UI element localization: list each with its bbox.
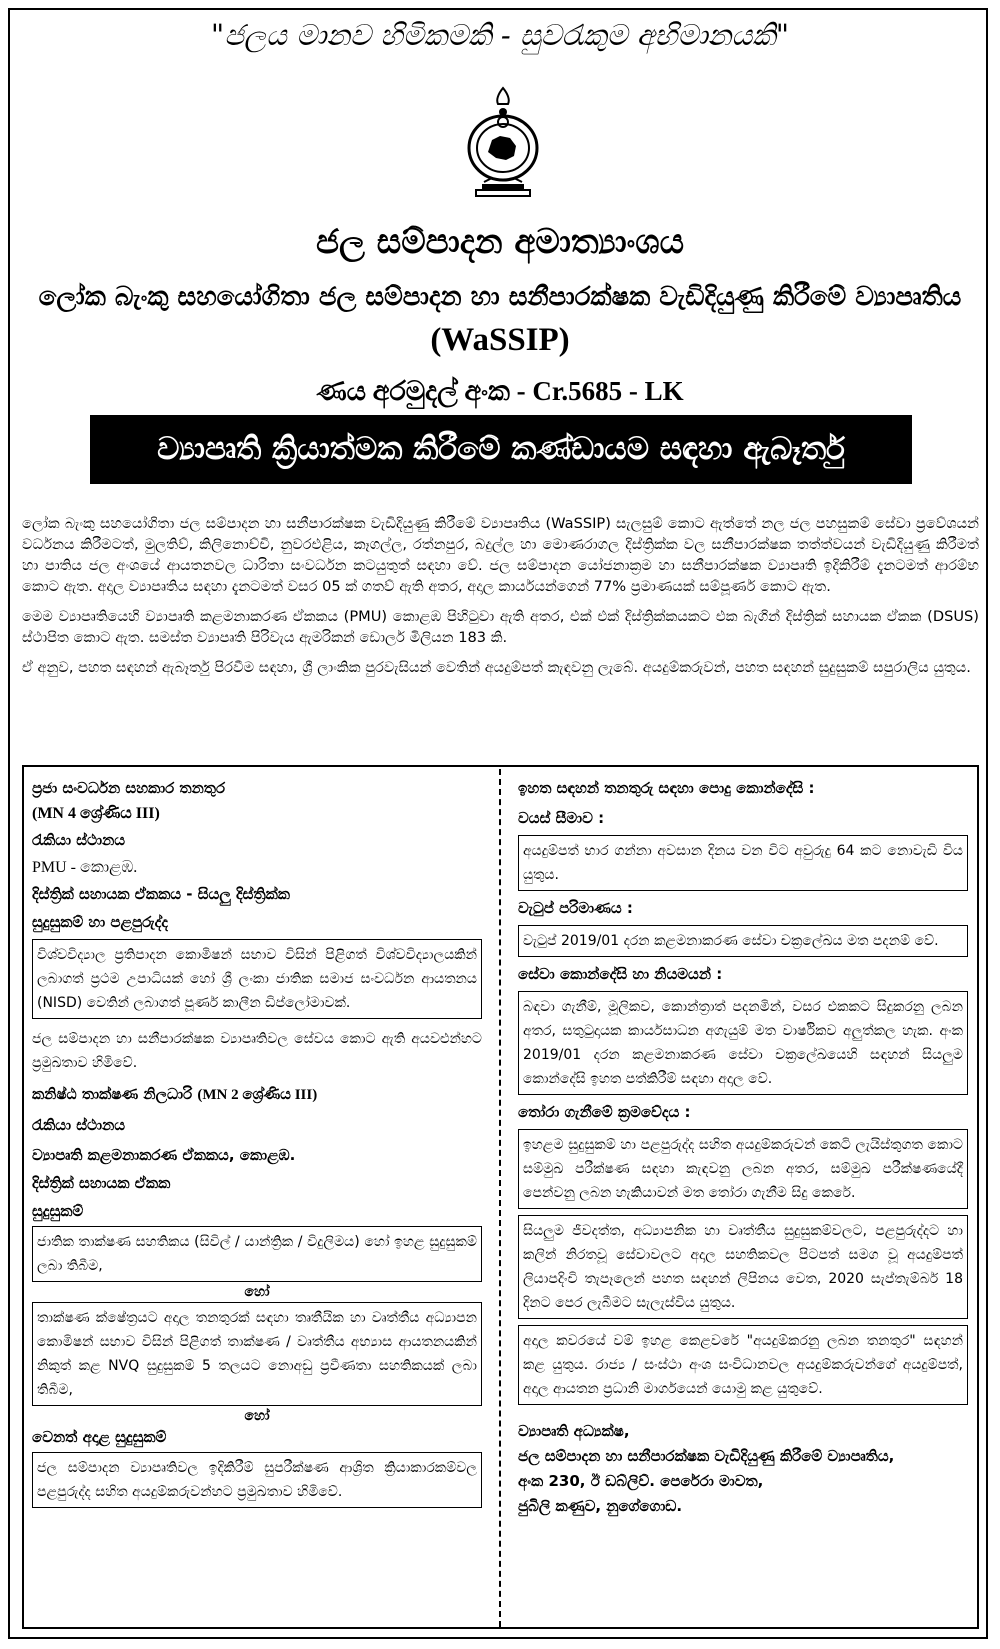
selection-box-1 bbox=[518, 1129, 968, 1209]
post2-title-text: කනිෂ්ඨ තාක්ෂණ නිලධාරි bbox=[32, 1085, 193, 1103]
post1-qualification bbox=[32, 939, 482, 1019]
age-limit-label: වයස් සීමාව : bbox=[518, 809, 605, 827]
terms-text: බඳවා ගැනීම්, මූලිකව, කොන්ත්‍රාත් පදනමින්, වසර එකකට සිදුකරනු ලබන අතර, සතුටුදායක කාර්යසාධන අගැයුම් මත වාර්ෂිකව අලුත්කල හැක. අංක 2019/01 දරන කළමනාකරණ සේවා චක්‍රලේඛයෙහි සඳහන් සියලුම කොන්දේසි ඉහත පත්කිරීම් සඳහා අදාල වේ. bbox=[523, 999, 963, 1087]
selection-text-2: සියලුම ජීවදත්ත, අධ්‍යාපනික හා වෘත්තීය සුදුසුකම්වලට, පළපුරුද්දට හා කලින් නිරතවූ සේවාවලට අදාල සහතිකවල පිටපත් සමග වූ අයදුම්පත් ලියාපදිංචි තැපෑලෙන් පහත සඳහන් ලිපිනය වෙත, 2020 සැප්තැම්බර් 18 දිනට පෙර ලැබීමට සැලැස්විය යුතුය. bbox=[523, 1223, 963, 1311]
post2-qual-label: සුදුසුකම් bbox=[32, 1202, 84, 1220]
intro-paragraph-1: ලෝක බැංකු සහයෝගිතා ජල සම්පාදන හා සනීපාරක්ෂක වැඩිදියුණු කිරීමේ ව්‍යාපෘතිය (WaSSIP) සැලසුම් කොට ඇත්තේ නල ජල පහසුකම් සේවා ප්‍රවේශයන් වර්ධනය කිරීමටත්, මුලතිව්, කිලිනොච්චි, නුවරඑළිය, කෑගල්ල, රත්නපුර, බදුල්ල හා මොණරාගල දිස්ත්‍රික්ක වල සනීපාරක්ෂක තත්ත්වයන් වැඩිදියුණු කිරීමත් හා පාතිය ජල අංශයේ ආයතනවල ධාරිතා සංවර්ධන කටයුතුත් සඳහා වේ. ජල සම්පාදන යෝජනාක්‍රම හා සනීපාරක්ෂක ව්‍යාපෘති ඉදිකිරීම් දැනටමත් ආරම්භ කොට ඇත. අදාල ව්‍යාපෘතිය සඳහා දැනටමත් වසර 05 ක් ගතව් ඇති අතර, අදාල කාර්යයන්ගෙන් 77% ප්‍රමාණයක් සම්පූර්ණ කොට ඇත. bbox=[22, 515, 979, 595]
selection-text-1: ඉහළම සුදුසුකම් හා පළපුරුද්ද සහිත අයදුම්කරුවන් කෙටි ලැයිස්තුගත කොට සම්මුඛ පරීක්ෂණ සඳහා කැඳවනු ලබන අතර, සම්මුඛ පරීක්ෂණයේදී පෙන්වනු ලබන හැකියාවන් මත තෝරා ගැනීම සිදු කෙරේ. bbox=[523, 1137, 963, 1201]
post2-qualification-1-text: ජාතික තාක්ෂණ සහතිකය (සිවිල් / යාන්ත්‍රික / විදුලිමය) හෝ ඉහළ සුදුසුකම් ලබා තිබීම, bbox=[37, 1234, 477, 1274]
salary-scale-text: වැටුප් 2019/01 දරන කළමනාකරණ සේවා චක්‍රලේඛය මත පදනම් වේ. bbox=[523, 933, 939, 949]
selection-text-3: අදාල කවරයේ වම් ඉහළ කෙළවරේ "අයදුම්කරනු ලබන තනතුර" සඳහන් කළ යුතුය. රාජ්‍ය / සංස්ථා අංශ සංවිධානවල අයදුම්කරුවන්ගේ අයදුම්පත්, අදාල ආයතන ප්‍රධානි මාර්ගයෙන් යොමු කළ යුතුවේ. bbox=[523, 1333, 963, 1397]
left-column bbox=[32, 775, 482, 1508]
project-abbreviation: (WaSSIP) bbox=[430, 322, 570, 358]
post2-station-1: ව්‍යාපෘති කළමනාකරණ ඒකකය, කොළඹ. bbox=[32, 1146, 296, 1164]
selection-box-3 bbox=[518, 1325, 968, 1405]
post1-qual-label: සුදුසුකම් හා පළපුරුද්ද bbox=[32, 913, 168, 931]
ministry-title: ජල සම්පාදන අමාත්‍යාංශය bbox=[315, 222, 685, 262]
post1-station-label: රැකියා ස්ථානය bbox=[32, 831, 126, 849]
intro-section bbox=[22, 513, 979, 687]
vacancies-banner: ව්‍යාපෘති ක්‍රියාත්මක කිරීමේ කණ්ඩායම සඳහා ඇබෑර්තු bbox=[90, 415, 912, 484]
intro-paragraph-3: ඒ අනුව, පහත සඳහන් ඇබෑර්තු පිරවීම සඳහා, ශ්‍රී ලාංකික පුරවැසියන් වෙතින් අයදුම්පත් කැඳවනු ලැබේ. අයදුම්කරුවන්, පහත සඳහන් සුදුසුකම් සපුරාලිය යුතුය. bbox=[22, 659, 971, 676]
general-conditions-title: ඉහත සඳහන් තනතුරු සඳහා පොදු කොන්දේසි : bbox=[518, 779, 815, 797]
intro-paragraph-2: මෙම ව්‍යාපෘතියෙහි ව්‍යාපෘති කළමනාකරණ ඒකකය (PMU) කොළඹ පිහිටුවා ඇති අතර, එක් එක් දිස්ත්‍රික්කයකට එක බැගින් දිස්ත්‍රික් සහායක ඒකක (DSUS) ස්ථාපිත කොට ඇත. සමස්ත ව්‍යාපෘති පිරිවැය ඇමරිකන් ඩොලර් මිලියන 183 කි. bbox=[22, 608, 979, 646]
column-divider bbox=[499, 769, 501, 1627]
or-separator-2: හෝ bbox=[244, 1408, 270, 1424]
post2-station-label: රැකියා ස්ථානය bbox=[32, 1116, 126, 1134]
signature-line-3: අංක 230, ඊ ඩබ්ලිව්. පෙරේරා මාවත, bbox=[518, 1472, 764, 1490]
post2-station-2: දිස්ත්‍රික් සහායක ඒකක bbox=[32, 1174, 171, 1192]
post1-grade: (MN 4 ශ්‍රේණිය III) bbox=[32, 805, 160, 822]
salary-scale-label: වැටුප් පරිමාණය : bbox=[518, 899, 633, 917]
vacancy-details-box bbox=[22, 765, 979, 1629]
post2-qualification-2 bbox=[32, 1302, 482, 1406]
post2-title bbox=[32, 1083, 482, 1106]
post2-other-qual-label: වෙනත් අදාළ සුදුසුකම් bbox=[32, 1428, 167, 1446]
signature-line-2: ජල සම්පාදන හා සනීපාරක්ෂක වැඩිදියුණු කිරීමේ ව්‍යාපෘතිය, bbox=[518, 1447, 895, 1465]
signature-block bbox=[518, 1419, 968, 1519]
or-separator-1: හෝ bbox=[244, 1284, 270, 1300]
credit-number: ණය අරමුදල් අංක - Cr.5685 - LK bbox=[316, 376, 684, 406]
post1-qualification-text: විශ්වවිද්‍යාල ප්‍රතිපාදන කොමිෂන් සභාව විසින් පිළිගත් විශ්වවිද්‍යාලයකින් ලබාගත් ප්‍රථම උපාධියක් හෝ ශ්‍රී ලංකා ජාතික සමාජ සංවර්ධන ආයතනය (NISD) වෙතින් ලබාගත් පූර්ණ කාලීන ඩිප්ලෝමාවක්. bbox=[37, 947, 477, 1011]
signature-line-4: ජුබිලි කණුව, නුගේගොඩ. bbox=[518, 1497, 683, 1515]
post1-station-2: දිස්ත්‍රික් සහායක ඒකකය - සියලු දිස්ත්‍රික්ක bbox=[32, 885, 290, 903]
post1-station-1: PMU - කොළඹ. bbox=[32, 859, 138, 876]
age-limit-box bbox=[518, 835, 968, 891]
post2-qualification-1 bbox=[32, 1226, 482, 1282]
post2-grade: (MN 2 ශ්‍රේණිය III) bbox=[197, 1087, 318, 1103]
slogan: "ජලය මානව හිමිකමකි - සුවරැකුම අභිමානයකි" bbox=[210, 18, 790, 52]
salary-scale-box bbox=[518, 925, 968, 957]
post2-other-qualification-text: ජල සම්පාදන ව්‍යාපෘතිවල ඉදිකිරීම් සුපරීක්ෂණ ආශ්‍රිත ක්‍රියාකාරකම්වල පළපුරුද්ද සහිත අයදුම්කරුවන්හට ප්‍රමුඛතාව හිමිවේ. bbox=[37, 1460, 477, 1500]
selection-label: තෝරා ගැනීමේ ක්‍රමවේදය : bbox=[518, 1103, 691, 1121]
terms-label: සේවා කොන්දේසි හා නියමයන් : bbox=[518, 965, 723, 983]
terms-box bbox=[518, 991, 968, 1095]
national-emblem-icon bbox=[462, 86, 544, 204]
post2-other-qualification bbox=[32, 1452, 482, 1508]
selection-box-2 bbox=[518, 1215, 968, 1319]
post2-qualification-2-text: තාක්ෂණ ක්ෂේත්‍රයට අදාල තනතුරක් සඳහා තෘතීයික හා වෘත්තීය අධ්‍යාපන කොමිෂන් සභාව විසින් පිළිගත් තාක්ෂණ / වෘත්තීය අභ්‍යාස ආයතනයකින් නිකුත් කළ NVQ සුදුසුකම් 5 තලයට නොඅඩු ප්‍රවීණතා සහතිකයක් ලබා තිබීම, bbox=[37, 1310, 477, 1398]
signature-line-1: ව්‍යාපෘති අධ්‍යක්ෂ, bbox=[518, 1422, 630, 1440]
right-column bbox=[518, 775, 968, 1519]
post1-title: ප්‍රජා සංවර්ධන සහකාර තනතුර bbox=[32, 779, 226, 797]
post1-experience: ජල සම්පාදන හා සනීපාරක්ෂක ව්‍යාපෘතිවල සේවය කොට ඇති අයවළුන්හට ප්‍රමුඛතාව හිමිවේ. bbox=[32, 1031, 482, 1071]
age-limit-text: අයදුම්පත් භාර ගන්නා අවසාන දිනය වන විට අවුරුදු 64 කට නොවැඩි විය යුතුය. bbox=[523, 843, 963, 883]
project-title: ලෝක බැංකු සහයෝගිතා ජල සම්පාදන හා සනීපාරක්ෂක වැඩිදියුණු කිරීමේ ව්‍යාපෘතිය bbox=[38, 282, 962, 312]
